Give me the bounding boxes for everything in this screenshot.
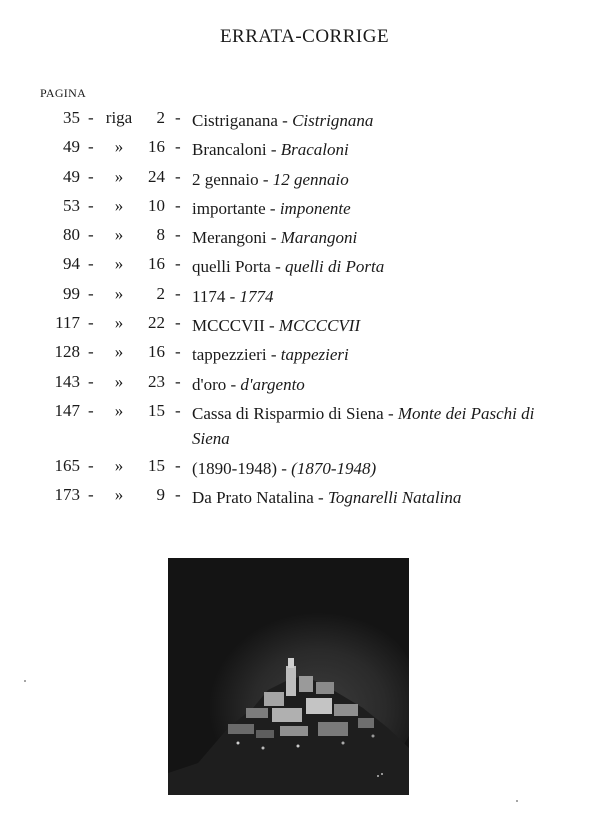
errata-correct-text: quelli di Porta [285,257,385,277]
errata-correction [192,254,543,279]
errata-correction [192,167,543,192]
errata-line-number: 2 [156,108,165,127]
errata-line-number: 15 [148,400,165,420]
errata-dash: - [387,403,394,423]
errata-page-number: 173 [54,485,80,505]
errata-correction [192,485,543,510]
errata-riga-marker: » [114,400,124,420]
errata-dash: - [268,316,275,336]
errata-dash: - [318,488,324,508]
errata-dash: - [270,228,277,248]
errata-wrong-text: Merangoni [192,228,267,248]
errata-dash: - [88,455,94,475]
errata-dash: - [175,342,181,362]
errata-row [0,108,609,137]
errata-page-number: 99 [63,283,80,303]
errata-dash: - [230,374,237,394]
errata-dash: - [175,283,181,303]
errata-page-number: 80 [63,225,80,245]
errata-correction [192,313,543,338]
photo-image [168,558,409,795]
errata-dash: - [175,195,181,215]
errata-page-number: 147 [54,400,80,420]
errata-wrong-text: Da Prato Natalina [192,488,314,508]
errata-dash: - [175,485,181,505]
errata-page-number: 53 [63,195,80,215]
errata-dash: - [175,400,181,420]
errata-wrong-text: Cistriganana [192,111,278,130]
errata-correction [192,372,543,397]
errata-row [0,313,609,342]
errata-row [0,372,609,401]
errata-dash: - [175,166,181,186]
errata-dash: - [88,195,94,215]
errata-correction [192,342,543,367]
errata-line-number: 24 [148,166,165,186]
errata-dash: - [88,137,94,157]
errata-dash: - [270,140,277,160]
errata-wrong-text: Cassa di Risparmio di Siena [192,403,384,423]
errata-correct-text: tappezieri [280,345,349,365]
errata-riga-marker: » [114,225,124,245]
errata-dash: - [270,345,277,365]
errata-row [0,456,609,485]
errata-correction [192,196,543,221]
errata-riga-marker: » [114,485,124,505]
paper-speck [24,680,26,682]
errata-dash: - [88,225,94,245]
errata-riga-marker: » [114,166,124,186]
errata-dash: - [269,198,276,218]
errata-dash: - [175,137,181,157]
errata-riga-marker: » [114,313,124,333]
errata-wrong-text: quelli Porta [192,257,271,277]
errata-wrong-text: 1174 [192,286,226,306]
errata-correction [192,284,543,309]
errata-correction [192,108,543,133]
errata-row [0,225,609,254]
errata-correct-text: Bracaloni [280,140,349,160]
errata-dash: - [88,254,94,274]
errata-dash: - [275,257,281,277]
errata-line-number: 22 [148,313,165,333]
errata-wrong-text: importante [192,198,266,218]
errata-correct-text: 1774 [239,286,274,306]
errata-correction [192,137,543,162]
errata-dash: - [88,371,94,391]
errata-wrong-text: Brancaloni [192,140,267,160]
errata-correction [192,401,543,451]
errata-correct-text: 12 gennaio [272,169,349,189]
errata-dash: - [175,225,181,245]
errata-correct-text: Tognarelli Natalina [327,488,462,508]
errata-dash: - [175,254,181,274]
errata-riga-marker: » [114,195,124,215]
errata-riga-marker: riga [105,108,133,127]
errata-dash: - [175,455,181,475]
errata-dash: - [88,108,94,127]
errata-row [0,167,609,196]
errata-correct-text: Marangoni [280,228,358,248]
errata-dash: - [262,169,269,189]
column-label-pagina: PAGINA [40,86,87,100]
errata-riga-marker: » [114,254,124,274]
errata-page-number: 143 [54,371,80,391]
errata-line-number: 2 [156,283,165,303]
errata-line-number: 16 [148,342,165,362]
errata-page-number: 128 [54,342,80,362]
errata-row [0,284,609,313]
errata-dash: - [88,166,94,186]
errata-page-number: 117 [55,313,80,333]
errata-wrong-text: tappezzieri [192,345,267,365]
errata-riga-marker: » [114,283,124,303]
errata-dash: - [281,458,287,478]
errata-row [0,137,609,166]
errata-dash: - [88,400,94,420]
errata-correction [192,456,543,481]
errata-correction [192,225,543,250]
night-town-photo [168,558,409,795]
errata-line-number: 9 [156,485,165,505]
errata-page-number: 165 [54,455,80,475]
errata-wrong-text: MCCCVII [192,316,265,336]
errata-correct-text: d'argento [240,374,305,394]
errata-page-number: 35 [63,108,80,127]
errata-line-number: 16 [148,137,165,157]
paper-speck [516,800,518,802]
errata-dash: - [88,313,94,333]
errata-row [0,485,609,514]
errata-riga-marker: » [114,371,124,391]
errata-line-number: 15 [148,455,165,475]
errata-riga-marker: » [114,455,124,475]
errata-page-number: 49 [63,166,80,186]
errata-dash: - [175,371,181,391]
page-title: ERRATA-CORRIGE [219,26,390,47]
errata-wrong-text: (1890-1948) [192,458,277,478]
errata-row [0,196,609,225]
errata-list [0,108,609,515]
errata-correct-text: Cistrignana [292,111,374,130]
errata-page-number: 94 [63,254,80,274]
errata-page-number: 49 [63,137,80,157]
errata-line-number: 23 [148,371,165,391]
errata-dash: - [88,342,94,362]
errata-line-number: 16 [148,254,165,274]
errata-riga-marker: » [114,342,124,362]
errata-row [0,401,609,456]
errata-dash: - [88,283,94,303]
errata-correct-text: Monte dei Paschi di Siena [192,403,535,448]
errata-correct-text: MCCCCVII [278,316,361,336]
errata-wrong-text: d'oro [192,374,227,394]
errata-dash: - [175,313,181,333]
errata-dash: - [282,111,288,130]
errata-dash: - [229,286,236,306]
errata-dash: - [175,108,181,127]
errata-row [0,342,609,371]
errata-line-number: 8 [156,225,165,245]
errata-line-number: 10 [148,195,165,215]
errata-row [0,254,609,283]
errata-correct-text: (1870-1948) [291,458,377,478]
errata-wrong-text: 2 gennaio [192,169,259,189]
errata-riga-marker: » [114,137,124,157]
errata-dash: - [88,485,94,505]
errata-correct-text: imponente [279,198,351,218]
